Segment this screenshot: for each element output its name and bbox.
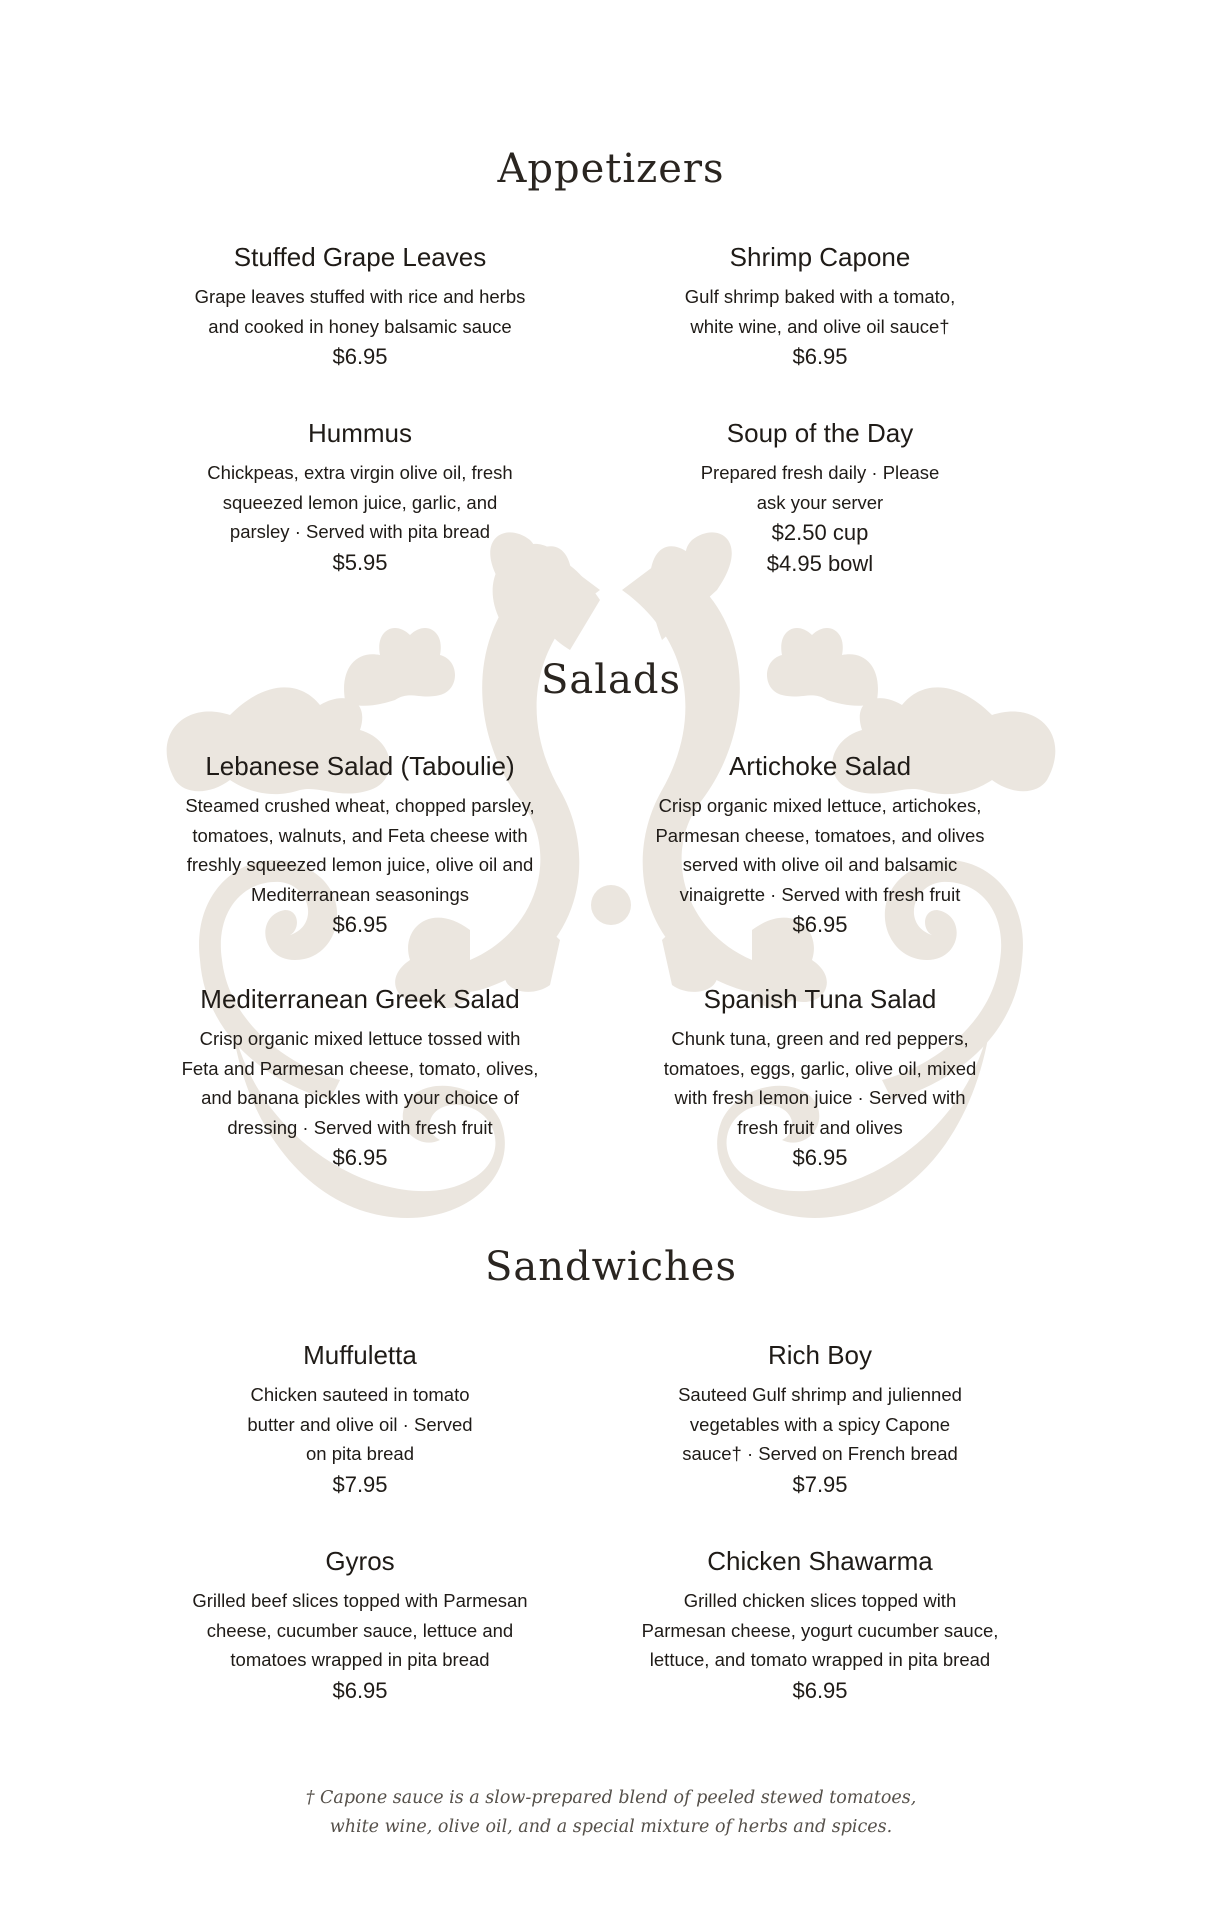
- item-desc-line: vinaigrette · Served with fresh fruit: [679, 883, 961, 905]
- menu-item: [160, 240, 560, 372]
- item-desc-line: lettuce, and tomato wrapped in pita bread: [649, 1649, 991, 1670]
- menu-item: [620, 240, 1020, 372]
- item-desc-line: freshly squeezed lemon juice, olive oil and: [186, 854, 534, 875]
- item-desc-line: Gulf shrimp baked with a tomato,: [684, 286, 956, 307]
- item-desc-line: butter and olive oil · Served: [247, 1413, 473, 1435]
- item-price: $6.95: [792, 344, 848, 369]
- item-price: $6.95: [332, 1677, 388, 1703]
- menu-item: [160, 1338, 560, 1500]
- item-desc-line: Parmesan cheese, yogurt cucumber sauce,: [641, 1619, 999, 1641]
- item-desc-line: dressing · Served with fresh fruit: [227, 1116, 493, 1138]
- item-name: Hummus: [307, 418, 412, 448]
- item-price: $6.95: [332, 344, 388, 369]
- item-price: $6.95: [332, 1145, 388, 1170]
- item-desc-line: Parmesan cheese, tomatoes, and olives: [655, 824, 985, 846]
- menu-item: [620, 1544, 1020, 1706]
- menu-item: [620, 749, 1020, 940]
- footnote-line: † Capone sauce is a slow-prepared blend of peeled stewed tomatoes,: [305, 1788, 917, 1808]
- item-desc-line: Steamed crushed wheat, chopped parsley,: [185, 795, 535, 816]
- menu-item: [160, 749, 560, 940]
- item-name: Muffuletta: [303, 1340, 417, 1370]
- item-desc-line: tomatoes wrapped in pita bread: [230, 1649, 490, 1670]
- item-name: Lebanese Salad (Taboulie): [205, 751, 515, 781]
- item-desc-line: white wine, and olive oil sauce†: [690, 315, 950, 337]
- item-name: Artichoke Salad: [728, 751, 912, 781]
- section-title-salads: Salads: [540, 657, 682, 703]
- item-desc-line: vegetables with a spicy Capone: [689, 1413, 951, 1435]
- item-name: Spanish Tuna Salad: [703, 984, 937, 1014]
- item-desc-line: and cooked in honey balsamic sauce: [208, 315, 512, 337]
- item-desc-line: Mediterranean seasonings: [250, 883, 470, 905]
- item-name: Mediterranean Greek Salad: [200, 984, 520, 1014]
- item-desc-line: Grilled chicken slices topped with: [683, 1590, 957, 1611]
- item-desc-line: Grape leaves stuffed with rice and herbs: [194, 286, 526, 307]
- item-price: $6.95: [792, 1145, 848, 1170]
- item-price: $6.95: [332, 912, 388, 937]
- item-name: Chicken Shawarma: [707, 1546, 933, 1576]
- item-desc-line: on pita bread: [305, 1443, 414, 1464]
- item-desc-line: squeezed lemon juice, garlic, and: [222, 491, 498, 513]
- item-price: $2.50 cup: [771, 520, 869, 545]
- item-desc-line: cheese, cucumber sauce, lettuce and: [206, 1619, 514, 1641]
- item-desc-line: Chickpeas, extra virgin olive oil, fresh: [207, 462, 513, 483]
- item-desc-line: fresh fruit and olives: [737, 1116, 903, 1138]
- item-desc-line: Feta and Parmesan cheese, tomato, olives,: [181, 1057, 539, 1079]
- item-desc-line: parsley · Served with pita bread: [229, 521, 491, 542]
- item-name: Stuffed Grape Leaves: [233, 242, 487, 272]
- menu-item: [160, 982, 560, 1173]
- item-name: Gyros: [325, 1546, 395, 1576]
- item-price: $6.95: [792, 1677, 848, 1703]
- item-desc-line: Grilled beef slices topped with Parmesan: [192, 1590, 528, 1611]
- menu-item: [620, 982, 1020, 1173]
- menu-item: [620, 416, 1020, 579]
- item-price: $7.95: [792, 1471, 848, 1497]
- item-desc-line: Sauteed Gulf shrimp and julienned: [678, 1384, 962, 1405]
- item-name: Shrimp Capone: [729, 242, 911, 272]
- item-desc-line: Prepared fresh daily · Please: [700, 462, 940, 483]
- section-title-sandwiches: Sandwiches: [484, 1244, 737, 1290]
- item-name: Soup of the Day: [726, 418, 914, 448]
- item-name: Rich Boy: [767, 1340, 873, 1370]
- item-price: $6.95: [792, 912, 848, 937]
- item-desc-line: Crisp organic mixed lettuce, artichokes,: [658, 795, 982, 816]
- item-price: $4.95 bowl: [766, 551, 874, 576]
- item-desc-line: Chunk tuna, green and red peppers,: [671, 1028, 969, 1049]
- item-desc-line: with fresh lemon juice · Served with: [674, 1087, 966, 1108]
- item-desc-line: Chicken sauteed in tomato: [250, 1384, 470, 1405]
- item-desc-line: tomatoes, eggs, garlic, olive oil, mixed: [663, 1057, 977, 1079]
- item-desc-line: ask your server: [756, 491, 884, 513]
- menu-item: [160, 1544, 560, 1706]
- section-title-appetizers: Appetizers: [497, 146, 725, 192]
- menu-item: [620, 1338, 1020, 1500]
- item-price: $5.95: [332, 549, 388, 575]
- menu-item: [160, 416, 560, 578]
- item-desc-line: Crisp organic mixed lettuce tossed with: [199, 1028, 521, 1049]
- item-desc-line: served with olive oil and balsamic: [682, 854, 958, 875]
- footnote: [0, 1784, 1222, 1842]
- item-desc-line: tomatoes, walnuts, and Feta cheese with: [192, 824, 528, 846]
- item-desc-line: and banana pickles with your choice of: [201, 1087, 519, 1108]
- item-desc-line: sauce† · Served on French bread: [682, 1443, 958, 1464]
- footnote-line: white wine, olive oil, and a special mixture of herbs and spices.: [329, 1817, 893, 1837]
- item-price: $7.95: [332, 1471, 388, 1497]
